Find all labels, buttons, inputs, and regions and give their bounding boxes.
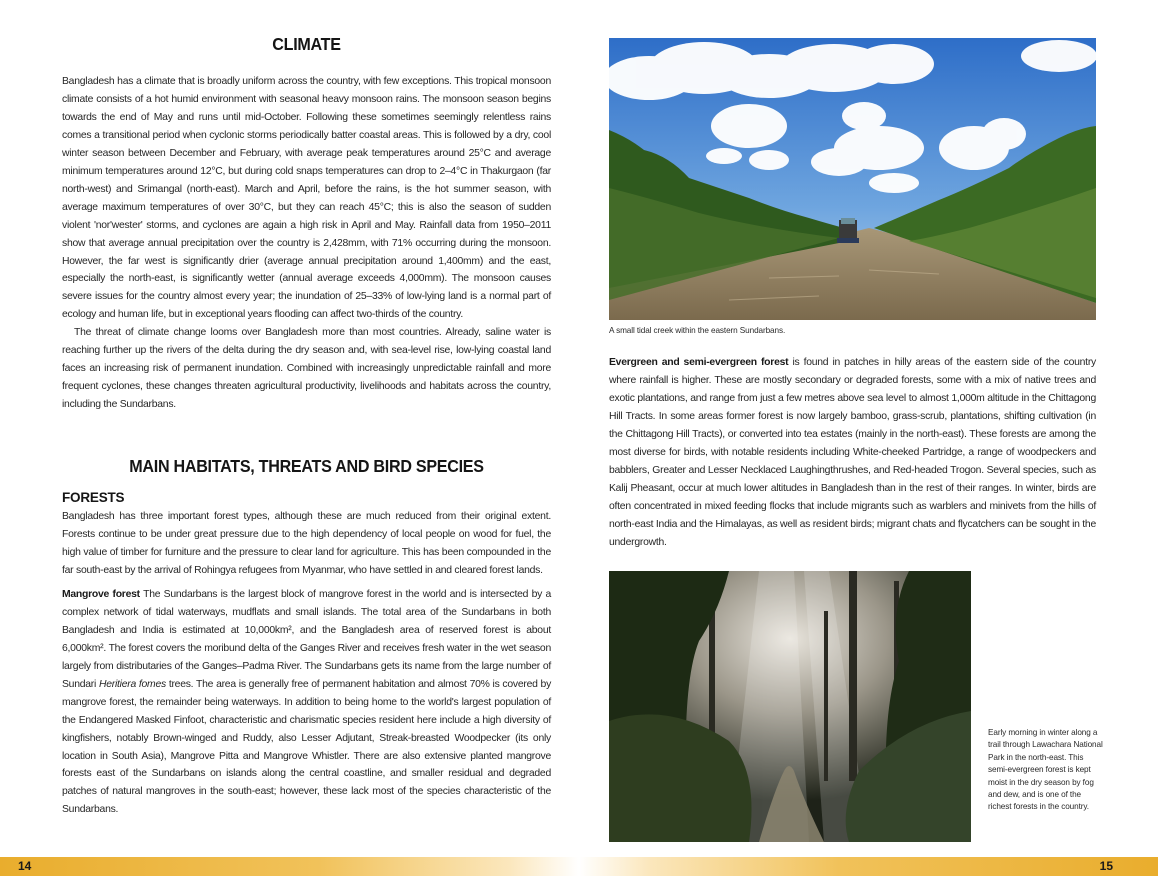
left-page-column	[62, 34, 551, 819]
left-page-number: 14	[18, 859, 32, 873]
climate-paragraph-2: The threat of climate change looms over Bangladesh more than most countries. Already, saline water is reaching further up the rivers of the delta during the dry season and, with sea-level rise, low-lying coastal land faces an increasing risk of permanent inundation. Combined with increasingly unpredictable rainfall and more frequent cyclones, these changes threaten agricultural productivity, livelihoods and habitats across the country, including the Sundarbans.	[62, 327, 551, 411]
habitats-heading: MAIN HABITATS, THREATS AND BIRD SPECIES	[129, 456, 484, 477]
forest-trail-illustration	[609, 571, 971, 842]
tidal-creek-caption: A small tidal creek within the eastern Sundarbans.	[609, 326, 786, 335]
left-footer-bar	[0, 857, 579, 876]
forest-trail-caption: Early morning in winter along a trail through Lawachara National Park in the north-east. This semi-evergreen forest is kept moist in the dry season by fog and dew, and is one of the richest forests in the country.	[988, 728, 1103, 812]
mangrove-paragraph	[62, 586, 551, 819]
evergreen-text: is found in patches in hilly areas of the eastern side of the country where rainfall is higher. These are mostly secondary or degraded forests, some with a mix of native trees and exotic plantations, and range from just a few metres above sea level to almost 1,000m altitude in the Chittagong Hill Tracts. In some areas former forest is now largely bamboo, grass-scrub, plantations, shifting cultivation (in the Chittagong Hill Tracts), or converted into tea estates (mainly in the north-east). These forests are among the most diverse for birds, with notable residents including White-cheeked Partridge, a range of woodpeckers and babblers, Greater and Lesser Necklaced Laughingthrushes, and Red-headed Trogon. Several species, such as Kalij Pheasant, occur at much lower altitudes in Bangladesh than in the rest of their ranges. In winter, birds are often concentrated in mixed feeding flocks that include migrants such as warblers and minivets from the hills of north-east India and the Himalayas, as well as resident birds; migrant chats and flycatchers can be sought in the undergrowth.	[609, 357, 1096, 548]
tidal-creek-illustration	[609, 38, 1096, 320]
evergreen-paragraph	[609, 354, 1096, 551]
forests-subheading: FORESTS	[62, 490, 125, 506]
mangrove-run-in-heading: Mangrove forest	[62, 588, 140, 600]
mangrove-text-part-1: The Sundarbans is the largest block of mangrove forest in the world and is intersected by a complex network of tidal waterways, mudflats and small islands. The total area of the Sundarbans in both Bangladesh and India is estimated at 10,000km², and the Bangladesh area of reserved forest is about 6,000km². The forest covers the moribund delta of the Ganges River and receives fresh water in the wet season largely from distributaries of the Ganges–Padma River. The Sundarbans gets its name from the large number of Sundari	[62, 588, 551, 690]
right-page-number: 15	[1099, 859, 1113, 873]
tidal-creek-photo	[609, 38, 1096, 320]
mangrove-species-name: Heritiera fomes	[98, 678, 166, 690]
evergreen-run-in-heading: Evergreen and semi-evergreen forest	[609, 357, 789, 368]
mangrove-text-part-2: trees. The area is generally free of permanent habitation and almost 70% is covered by mangrove forest, the remainder being waterways. In addition to being home to the world's largest population of the Endangered Masked Finfoot, characteristic and charismatic species resident here include a high diversity of kingfishers, notably Brown-winged and Ruddy, also Lesser Adjutant, Streak-breasted Woodpecker (its only location in South Asia), Mangrove Pitta and Mangrove Whistler. There are also extensive planted mangrove forests east of the Sundarbans on islands along the central coastline, and smaller residual and degraded patches of natural mangroves in the south-east; however, these lack most of the species characteristic of the Sundarbans.	[62, 678, 552, 816]
right-page-column	[609, 354, 1096, 551]
forests-intro-paragraph: Bangladesh has three important forest types, although these are much reduced from their original extent. Forests continue to be under great pressure due to the high dependency of local people on wood for fuel, the high value of timber for furniture and the pressure to clear land for agriculture. This has been compounded in the far south-east by the arrival of Rohingya refugees from Myanmar, who have settled in and cleared forest lands.	[62, 511, 551, 576]
climate-heading: CLIMATE	[272, 34, 341, 54]
forest-trail-photo	[609, 571, 971, 842]
climate-paragraph-1: Bangladesh has a climate that is broadly uniform across the country, with few exceptions. This tropical monsoon climate consists of a hot humid environment with seasonal heavy monsoon rains. The monsoon season begins towards the end of May and runs until mid-October. Following these sometimes seemingly relentless rains comes a transitional period when cyclonic storms periodically batter coastal areas. This is followed by a dry, cool winter season between December and February, with average peak temperatures around 25°C and average minimum temperatures around 12°C, but during cold snaps temperatures can drop to 2–4°C in Thakurgaon (far north-west) and Srimangal (north-east). March and April, before the rains, is the hot summer season, with average maximum temperatures of over 30°C, but they can reach 45°C; this is also the season of sudden violent 'nor'wester' storms, and cyclones are again a high risk in April and May. Rainfall data from 1950–2011 show that average annual precipitation over the country is 2,428mm, with 71% occurring during the monsoon. However, the far west is significantly drier (average annual precipitation around 1,400mm) and the east, especially the north-east, is significantly wetter (annual average exceeds 4,000mm). The monsoon causes severe issues for the country almost every year; the inundation of 25–33% of low-lying land is a normal part of ecology and human life, but in exceptional years flooding can affect two-thirds of the country.	[62, 76, 551, 321]
right-footer-bar	[579, 857, 1158, 876]
